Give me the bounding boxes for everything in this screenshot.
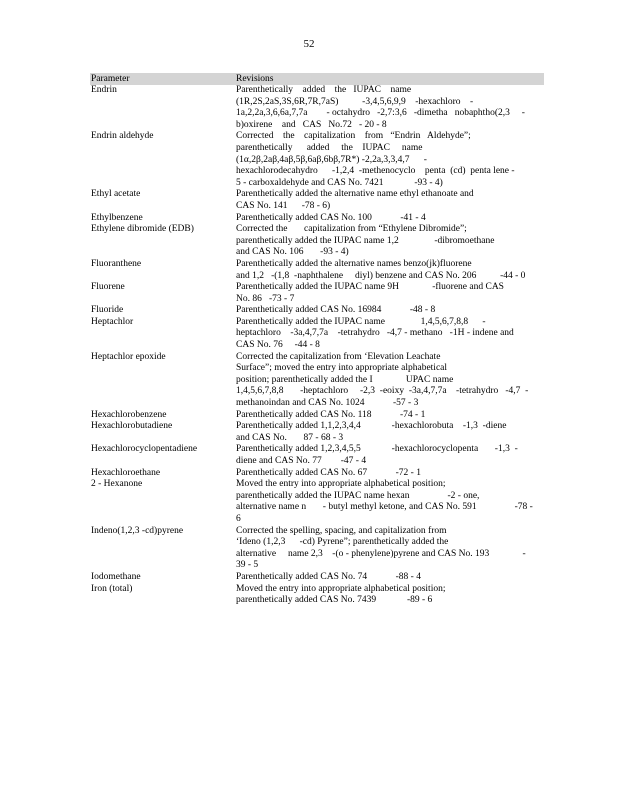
parameter-cell: Fluoride xyxy=(91,305,124,316)
table-body xyxy=(90,85,544,607)
table-row xyxy=(90,85,544,131)
parameter-cell: Hexachlorocyclopentadiene xyxy=(91,444,198,455)
revisions-cell: Parenthetically added 1,2,3,4,5,5 -hexachlorocyclopenta -1,3 - diene and CAS No. 77 -47 - 4 xyxy=(236,444,518,466)
table-row xyxy=(90,189,544,212)
table-row xyxy=(90,468,544,480)
parameter-cell: Fluoranthene xyxy=(91,258,142,269)
parameter-cell: Iron (total) xyxy=(91,583,133,594)
revisions-cell: Corrected the capitalization from “Ethylene Dibromide”; parenthetically added the IUPAC name 1,2 -dibromoethane and CAS No. 106 -93 - 4) xyxy=(236,224,495,258)
parameter-cell: Ethylene dibromide (EDB) xyxy=(91,224,194,235)
header-parameter: Parameter xyxy=(91,73,130,84)
table-header xyxy=(90,73,544,85)
revisions-cell: Parenthetically added CAS No. 67 -72 - 1 xyxy=(236,467,421,478)
revisions-cell: Parenthetically added the IUPAC name 9H -fluorene and CAS No. 86 -73 - 7 xyxy=(236,282,504,304)
revisions-cell: Corrected the capitalization from ‘Elevation Leachate Surface”; moved the entry into appropriate alphabetical position; parenthetically added the I UPAC name 1,4,5,6,7,8,8 -heptachloro -2,3 -eoixy -3a,4,7,7a -tetrahydro -4,7 - methanoindan and CAS No. 1024 -57 - 3 xyxy=(236,351,529,409)
revisions-cell: Parenthetically added CAS No. 118 -74 - 1 xyxy=(236,409,426,420)
table-row xyxy=(90,479,544,525)
parameter-cell: Heptachlor epoxide xyxy=(91,351,166,362)
revisions-cell: Parenthetically added the IUPAC name (1R,2S,2aS,3S,6R,7R,7aS) -3,4,5,6,9,9 -hexachloro - 1a,2,2a,3,6,6a,7,7a - octahydro -2,7:3,6 -dimetha nobaphtho(2,3 - b)oxirene and CAS No.72 - 20 - 8 xyxy=(236,85,525,130)
revisions-cell: Parenthetically added CAS No. 16984 -48 - 8 xyxy=(236,305,436,316)
table-row xyxy=(90,421,544,444)
parameter-cell: Ethylbenzene xyxy=(91,212,143,223)
table-row xyxy=(90,305,544,317)
revisions-cell: Parenthetically added the IUPAC name 1,4,5,6,7,8,8 - heptachloro -3a,4,7,7a -tetrahydro -4,7 - methano -1H - indene and CAS No. 76 -44 - 8 xyxy=(236,316,514,351)
table-row xyxy=(90,317,544,352)
parameter-cell: Hexachloroethane xyxy=(91,467,161,478)
revisions-cell: Parenthetically added CAS No. 74 -88 - 4 xyxy=(236,571,421,582)
table-row xyxy=(90,410,544,422)
table-row xyxy=(90,259,544,282)
revisions-cell: Parenthetically added CAS No. 100 -41 - 4 xyxy=(236,212,426,223)
revisions-cell: Corrected the spelling, spacing, and capitalization from ‘Ideno (1,2,3 -cd) Pyrene”; parenthetically added the alternative name 2,3 -(o - phenylene)pyrene and CAS No. 193 - 39 - 5 xyxy=(236,525,526,571)
parameter-cell: Indeno(1,2,3 -cd)pyrene xyxy=(91,525,184,536)
table-row xyxy=(90,282,544,305)
table-row xyxy=(90,526,544,572)
revisions-cell: Moved the entry into appropriate alphabetical position; parenthetically added the IUPAC name hexan -2 - one, alternative name n - butyl methyl ketone, and CAS No. 591 -78 - 6 xyxy=(236,479,533,524)
parameter-cell: Hexachlorobutadiene xyxy=(91,421,173,432)
parameter-cell: 2 - Hexanone xyxy=(91,479,143,490)
page-number: 52 xyxy=(303,38,315,50)
revisions-table xyxy=(90,73,544,607)
table-row xyxy=(90,584,544,607)
parameter-cell: Hexachlorobenzene xyxy=(91,409,167,420)
parameter-cell: Endrin xyxy=(91,85,117,95)
revisions-cell: Parenthetically added 1,1,2,3,4,4 -hexachlorobuta -1,3 -diene and CAS No. 87 - 68 - 3 xyxy=(236,421,507,443)
revisions-cell: Parenthetically added the alternative names benzo(jk)fluorene and 1,2 -(1,8 -naphthalene diyl) benzene and CAS No. 206 -44 - 0 xyxy=(236,258,526,281)
parameter-cell: Ethyl acetate xyxy=(91,189,141,200)
table-row xyxy=(90,224,544,259)
table-row xyxy=(90,572,544,584)
header-revisions: Revisions xyxy=(236,73,274,84)
table-row xyxy=(90,131,544,189)
revisions-cell: Moved the entry into appropriate alphabetical position; parenthetically added CAS No. 7439 -89 - 6 xyxy=(236,583,446,606)
table-row xyxy=(90,352,544,410)
parameter-cell: Fluorene xyxy=(91,282,125,293)
table-row xyxy=(90,213,544,225)
parameter-cell: Heptachlor xyxy=(91,316,134,327)
parameter-cell: Endrin aldehyde xyxy=(91,131,154,142)
parameter-cell: Iodomethane xyxy=(91,571,141,582)
table-row xyxy=(90,444,544,467)
revisions-cell: Parenthetically added the alternative name ethyl ethanoate and CAS No. 141 -78 - 6) xyxy=(236,189,474,211)
revisions-cell: Corrected the capitalization from “Endrin Aldehyde”; parenthetically added the IUPAC name (1α,2β,2aβ,4aβ,5β,6aβ,6bβ,7R*) -2,2a,3,3,4,7 - hexachlorodecahydro -1,2,4 -methenocyclo penta (cd) penta lene - 5 - carboxaldehyde and CAS No. 7421 -93 - 4) xyxy=(236,131,515,188)
